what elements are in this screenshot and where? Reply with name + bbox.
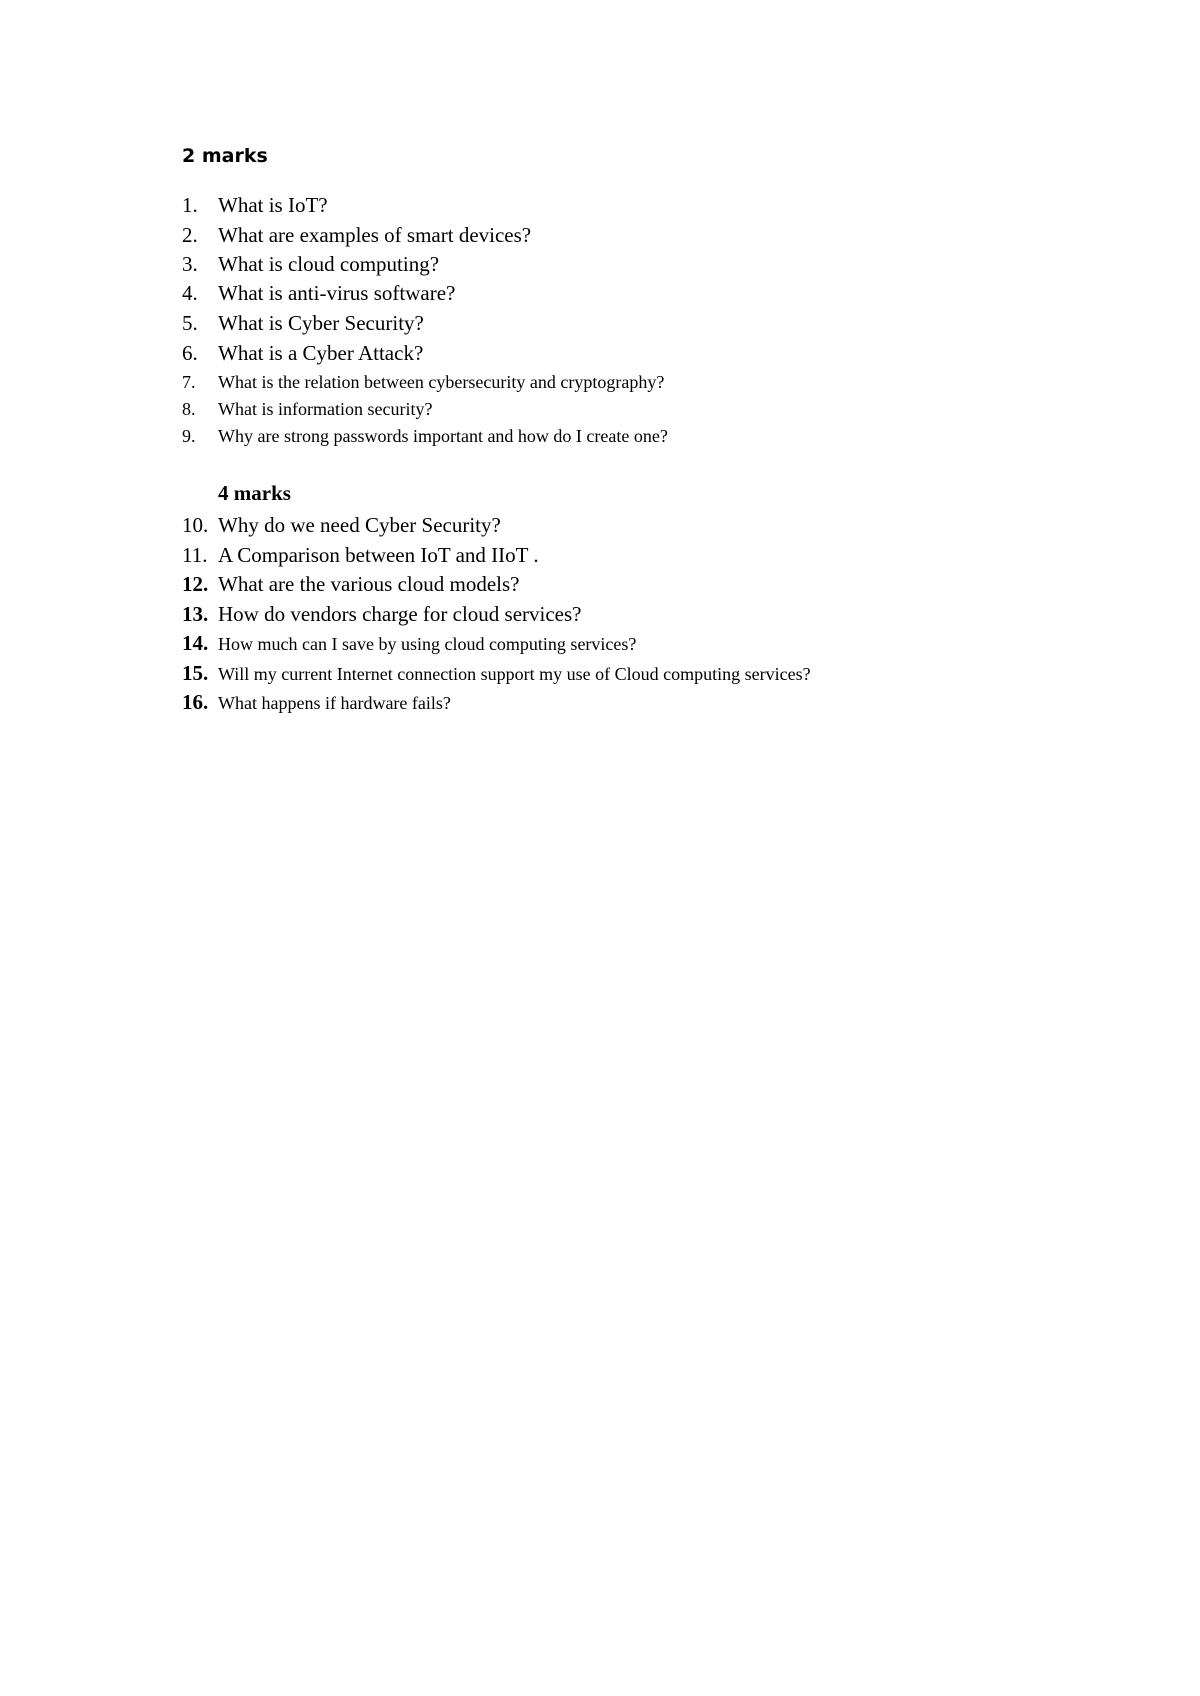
- question-number: 2.: [182, 223, 198, 247]
- question-number: 7.: [182, 372, 196, 392]
- question-item: [182, 222, 531, 248]
- question-number: 15.: [182, 661, 209, 685]
- question-number: 4.: [182, 281, 198, 305]
- question-number: 12.: [182, 572, 209, 596]
- question-text: What is cloud computing?: [218, 252, 440, 276]
- question-item: [182, 310, 424, 336]
- question-number: 5.: [182, 311, 198, 335]
- question-text: Why do we need Cyber Security?: [218, 513, 501, 537]
- question-number: 13.: [182, 602, 209, 626]
- question-item: [182, 398, 432, 420]
- question-number: 11.: [182, 543, 208, 567]
- question-text: Why are strong passwords important and how do I create one?: [218, 426, 668, 446]
- question-text: What is the relation between cybersecurity and cryptography?: [218, 372, 665, 392]
- question-text: What are the various cloud models?: [218, 572, 520, 596]
- section-heading-4-marks: 4 marks: [218, 481, 291, 505]
- question-number: 1.: [182, 193, 198, 217]
- question-text: Will my current Internet connection support my use of Cloud computing services?: [218, 664, 811, 684]
- question-number: 6.: [182, 341, 198, 365]
- question-item: [182, 542, 539, 568]
- question-item: [182, 280, 455, 306]
- question-item: [182, 571, 519, 597]
- question-number: 9.: [182, 426, 196, 446]
- question-text: A Comparison between IoT and IIoT .: [218, 543, 539, 567]
- question-item: [182, 192, 328, 218]
- question-item: [182, 512, 501, 538]
- question-number: 16.: [182, 690, 209, 714]
- question-item: [182, 662, 811, 685]
- question-item: [182, 251, 439, 277]
- question-number: 3.: [182, 252, 198, 276]
- question-item: [182, 601, 582, 627]
- question-item: [182, 691, 451, 714]
- question-item: [182, 425, 668, 447]
- question-text: What is IoT?: [218, 193, 328, 217]
- question-text: What happens if hardware fails?: [218, 693, 451, 713]
- question-item: [182, 632, 636, 655]
- question-text: What are examples of smart devices?: [218, 223, 532, 247]
- section-heading-2-marks: 2 marks: [182, 145, 268, 167]
- question-item: [182, 371, 664, 393]
- question-text: How much can I save by using cloud computing services?: [218, 634, 637, 654]
- question-text: What is information security?: [218, 399, 433, 419]
- question-text: What is a Cyber Attack?: [218, 341, 424, 365]
- question-text: What is Cyber Security?: [218, 311, 424, 335]
- question-number: 8.: [182, 399, 196, 419]
- question-item: [182, 340, 423, 366]
- question-number: 14.: [182, 631, 209, 655]
- question-text: How do vendors charge for cloud services?: [218, 602, 582, 626]
- question-number: 10.: [182, 513, 209, 537]
- question-text: What is anti-virus software?: [218, 281, 456, 305]
